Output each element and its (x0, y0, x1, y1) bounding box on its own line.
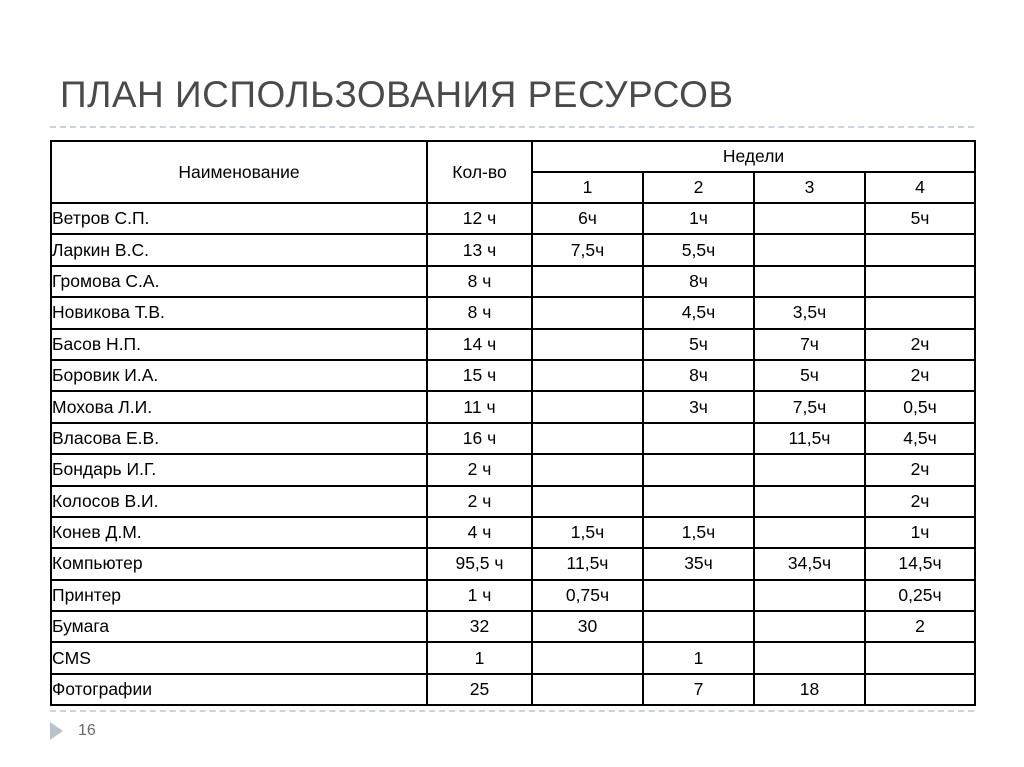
title-divider (50, 126, 974, 128)
table-row (51, 611, 975, 642)
row-week-3-cell: 7ч (754, 329, 865, 360)
row-week-4-cell: 2ч (865, 360, 975, 391)
row-qty-cell: 2 ч (427, 454, 532, 485)
row-week-1-cell (532, 391, 643, 422)
row-week-4-cell (865, 674, 975, 705)
row-week-1-cell: 30 (532, 611, 643, 642)
row-week-3-cell: 11,5ч (754, 423, 865, 454)
row-week-3-cell: 34,5ч (754, 548, 865, 579)
table-row (51, 234, 975, 265)
table-row (51, 454, 975, 485)
header-weeks: Недели (532, 141, 975, 172)
row-name-cell: CMS (51, 642, 427, 673)
table-row (51, 329, 975, 360)
row-name-cell: Принтер (51, 580, 427, 611)
row-week-2-cell: 3ч (643, 391, 754, 422)
row-week-2-cell: 1ч (643, 203, 754, 234)
row-week-3-cell (754, 454, 865, 485)
row-week-2-cell: 8ч (643, 360, 754, 391)
table-row (51, 486, 975, 517)
row-week-2-cell: 8ч (643, 266, 754, 297)
row-week-3-cell (754, 266, 865, 297)
row-qty-cell: 4 ч (427, 517, 532, 548)
row-name-cell: Бондарь И.Г. (51, 454, 427, 485)
row-qty-cell: 15 ч (427, 360, 532, 391)
row-name-cell: Власова Е.В. (51, 423, 427, 454)
row-qty-cell: 2 ч (427, 486, 532, 517)
row-week-2-cell (643, 486, 754, 517)
table-row (51, 517, 975, 548)
row-week-3-cell: 7,5ч (754, 391, 865, 422)
row-week-1-cell (532, 454, 643, 485)
row-week-1-cell (532, 266, 643, 297)
table-row (51, 642, 975, 673)
row-name-cell: Фотографии (51, 674, 427, 705)
row-qty-cell: 13 ч (427, 234, 532, 265)
row-name-cell: Громова С.А. (51, 266, 427, 297)
row-week-4-cell: 1ч (865, 517, 975, 548)
header-week-1: 1 (532, 172, 643, 203)
row-week-2-cell (643, 454, 754, 485)
row-week-1-cell: 0,75ч (532, 580, 643, 611)
row-name-cell: Ветров С.П. (51, 203, 427, 234)
row-name-cell: Мохова Л.И. (51, 391, 427, 422)
row-week-3-cell: 3,5ч (754, 297, 865, 328)
row-week-3-cell: 18 (754, 674, 865, 705)
row-week-2-cell: 7 (643, 674, 754, 705)
row-qty-cell: 32 (427, 611, 532, 642)
row-qty-cell: 1 (427, 642, 532, 673)
header-qty: Кол-во (427, 141, 532, 203)
row-week-4-cell (865, 297, 975, 328)
row-week-1-cell (532, 642, 643, 673)
row-week-2-cell (643, 423, 754, 454)
row-qty-cell: 8 ч (427, 297, 532, 328)
row-qty-cell: 11 ч (427, 391, 532, 422)
row-week-1-cell (532, 423, 643, 454)
row-name-cell: Бумага (51, 611, 427, 642)
row-week-4-cell (865, 642, 975, 673)
row-qty-cell: 8 ч (427, 266, 532, 297)
row-week-2-cell: 1 (643, 642, 754, 673)
row-qty-cell: 25 (427, 674, 532, 705)
row-week-2-cell: 4,5ч (643, 297, 754, 328)
row-week-1-cell: 1,5ч (532, 517, 643, 548)
row-week-1-cell (532, 297, 643, 328)
row-name-cell: Компьютер (51, 548, 427, 579)
row-week-2-cell (643, 611, 754, 642)
row-week-3-cell (754, 611, 865, 642)
row-week-4-cell: 0,5ч (865, 391, 975, 422)
row-week-1-cell (532, 360, 643, 391)
row-qty-cell: 1 ч (427, 580, 532, 611)
resource-plan-table (50, 140, 976, 706)
row-name-cell: Конев Д.М. (51, 517, 427, 548)
row-name-cell: Ларкин В.С. (51, 234, 427, 265)
row-week-3-cell (754, 517, 865, 548)
page-number: 16 (78, 722, 96, 739)
row-name-cell: Новикова Т.В. (51, 297, 427, 328)
row-week-4-cell: 4,5ч (865, 423, 975, 454)
row-name-cell: Колосов В.И. (51, 486, 427, 517)
header-week-2: 2 (643, 172, 754, 203)
table-row (51, 391, 975, 422)
row-week-3-cell (754, 203, 865, 234)
triangle-right-icon (50, 722, 63, 740)
table-row (51, 360, 975, 391)
row-week-3-cell (754, 486, 865, 517)
row-week-4-cell (865, 234, 975, 265)
table-row (51, 297, 975, 328)
table-row (51, 548, 975, 579)
row-week-1-cell (532, 674, 643, 705)
header-week-3: 3 (754, 172, 865, 203)
row-week-3-cell: 5ч (754, 360, 865, 391)
row-week-4-cell: 2ч (865, 486, 975, 517)
row-week-2-cell: 5ч (643, 329, 754, 360)
row-week-4-cell: 2ч (865, 329, 975, 360)
row-qty-cell: 12 ч (427, 203, 532, 234)
row-name-cell: Басов Н.П. (51, 329, 427, 360)
table-row (51, 203, 975, 234)
table-row (51, 674, 975, 705)
slide-title: ПЛАН ИСПОЛЬЗОВАНИЯ РЕСУРСОВ (60, 74, 734, 115)
row-week-2-cell: 1,5ч (643, 517, 754, 548)
row-qty-cell: 16 ч (427, 423, 532, 454)
row-qty-cell: 14 ч (427, 329, 532, 360)
table-row (51, 423, 975, 454)
row-week-4-cell: 2 (865, 611, 975, 642)
footer-divider (50, 710, 974, 712)
row-week-4-cell: 5ч (865, 203, 975, 234)
row-week-4-cell: 2ч (865, 454, 975, 485)
row-week-1-cell (532, 329, 643, 360)
row-week-3-cell (754, 234, 865, 265)
row-week-1-cell (532, 486, 643, 517)
row-week-4-cell (865, 266, 975, 297)
table-row (51, 580, 975, 611)
row-week-4-cell: 14,5ч (865, 548, 975, 579)
row-week-3-cell (754, 642, 865, 673)
row-week-2-cell (643, 580, 754, 611)
row-week-4-cell: 0,25ч (865, 580, 975, 611)
header-name: Наименование (51, 141, 427, 203)
row-week-1-cell: 11,5ч (532, 548, 643, 579)
table-row (51, 266, 975, 297)
row-week-3-cell (754, 580, 865, 611)
row-week-2-cell: 5,5ч (643, 234, 754, 265)
header-week-4: 4 (865, 172, 975, 203)
row-name-cell: Боровик И.А. (51, 360, 427, 391)
row-week-2-cell: 35ч (643, 548, 754, 579)
row-qty-cell: 95,5 ч (427, 548, 532, 579)
row-week-1-cell: 7,5ч (532, 234, 643, 265)
row-week-1-cell: 6ч (532, 203, 643, 234)
